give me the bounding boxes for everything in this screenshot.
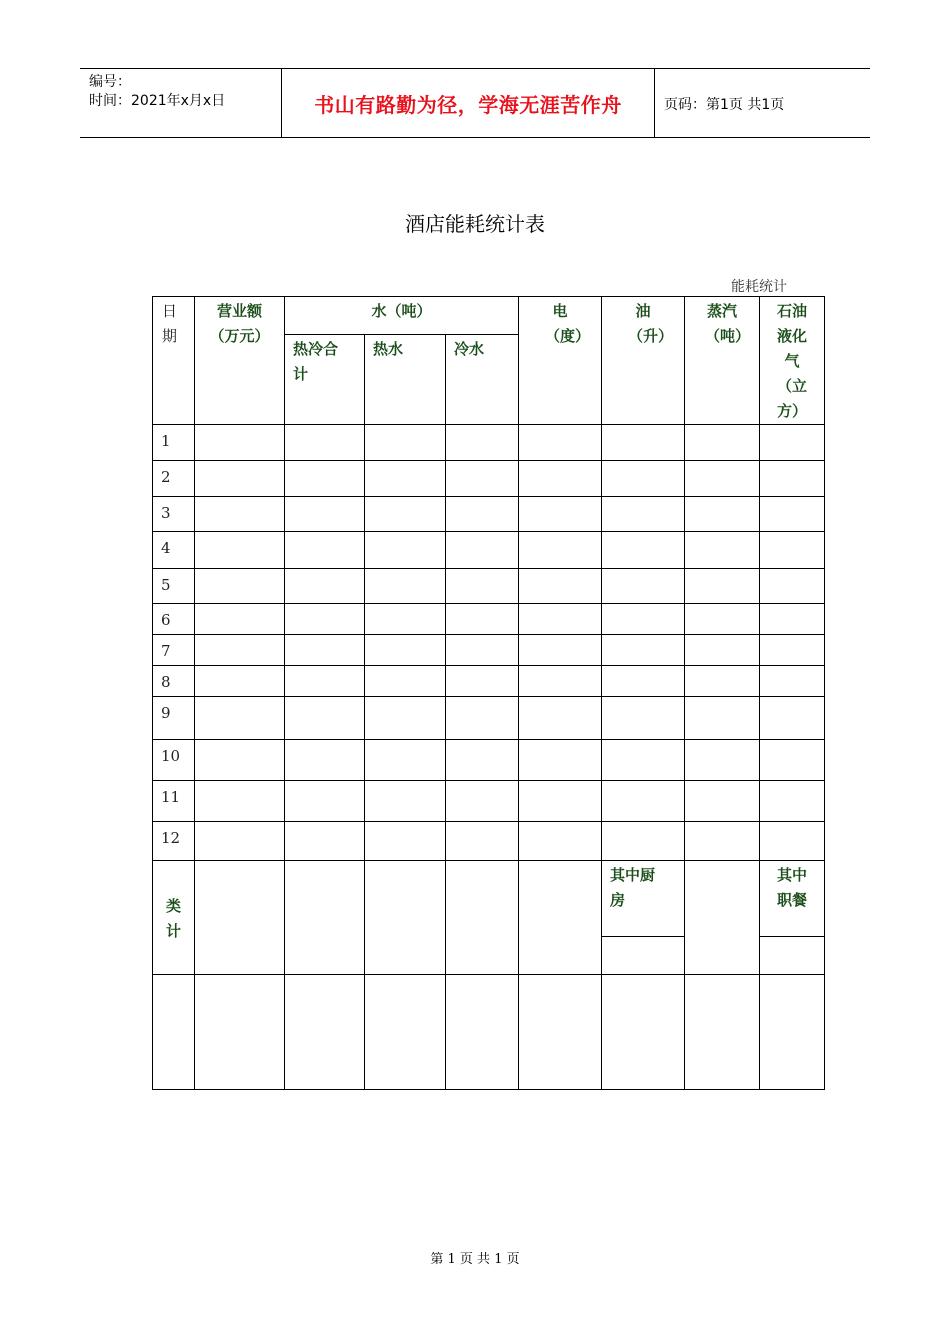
col-oil-header: 油（升） bbox=[602, 297, 685, 425]
table-cell bbox=[285, 740, 365, 781]
col-water-cold-header: 冷水 bbox=[446, 334, 519, 424]
table-cell bbox=[602, 937, 685, 975]
total-label: 类计 bbox=[153, 861, 195, 975]
table-cell bbox=[760, 569, 825, 604]
table-cell bbox=[365, 861, 446, 975]
table-cell bbox=[602, 497, 685, 532]
table-row bbox=[153, 532, 825, 569]
table-cell bbox=[365, 697, 446, 740]
table-cell bbox=[760, 937, 825, 975]
table-cell bbox=[519, 461, 602, 497]
table-row bbox=[153, 666, 825, 697]
table-cell bbox=[685, 666, 760, 697]
table-cell bbox=[285, 781, 365, 822]
table-cell bbox=[446, 425, 519, 461]
table-cell bbox=[602, 635, 685, 666]
table-row bbox=[153, 697, 825, 740]
table-cell bbox=[519, 604, 602, 635]
table-cell bbox=[685, 604, 760, 635]
table-cell bbox=[446, 666, 519, 697]
table-cell bbox=[365, 666, 446, 697]
table-cell bbox=[685, 532, 760, 569]
table-cell bbox=[195, 497, 285, 532]
document-header bbox=[80, 68, 870, 138]
table-cell bbox=[365, 425, 446, 461]
table-cell bbox=[685, 425, 760, 461]
table-cell bbox=[760, 697, 825, 740]
day-number: 8 bbox=[153, 666, 195, 697]
table-cell bbox=[365, 461, 446, 497]
day-number: 10 bbox=[153, 740, 195, 781]
table-cell bbox=[365, 781, 446, 822]
table-cell bbox=[446, 604, 519, 635]
table-cell bbox=[285, 975, 365, 1090]
table-cell bbox=[195, 635, 285, 666]
day-number: 2 bbox=[153, 461, 195, 497]
table-cell bbox=[760, 635, 825, 666]
table-cell bbox=[685, 497, 760, 532]
table-cell bbox=[153, 975, 195, 1090]
table-cell bbox=[760, 461, 825, 497]
table-cell bbox=[195, 740, 285, 781]
table-cell bbox=[760, 781, 825, 822]
table-cell bbox=[760, 497, 825, 532]
table-cell bbox=[602, 461, 685, 497]
col-date-header: 日期 bbox=[153, 297, 195, 425]
table-cell bbox=[602, 781, 685, 822]
table-row bbox=[153, 635, 825, 666]
table-cell bbox=[446, 532, 519, 569]
table-cell bbox=[285, 635, 365, 666]
day-number: 9 bbox=[153, 697, 195, 740]
table-cell bbox=[446, 822, 519, 861]
table-cell bbox=[685, 740, 760, 781]
col-power-header: 电（度） bbox=[519, 297, 602, 425]
day-number: 5 bbox=[153, 569, 195, 604]
table-cell bbox=[285, 461, 365, 497]
table-row bbox=[153, 822, 825, 861]
table-cell bbox=[760, 975, 825, 1090]
oil-kitchen-label: 其中厨房 bbox=[602, 861, 685, 937]
table-cell bbox=[195, 822, 285, 861]
table-cell bbox=[602, 532, 685, 569]
table-cell bbox=[519, 425, 602, 461]
table-cell bbox=[760, 822, 825, 861]
table-row bbox=[153, 781, 825, 822]
table-cell bbox=[685, 781, 760, 822]
table-cell bbox=[285, 666, 365, 697]
table-cell bbox=[195, 975, 285, 1090]
table-cell bbox=[365, 740, 446, 781]
page-title: 酒店能耗统计表 bbox=[405, 212, 545, 236]
table-cell bbox=[602, 740, 685, 781]
table-cell bbox=[519, 740, 602, 781]
table-cell bbox=[195, 861, 285, 975]
table-cell bbox=[602, 425, 685, 461]
table-cell bbox=[685, 861, 760, 975]
col-steam-header: 蒸汽（吨） bbox=[685, 297, 760, 425]
table-cell bbox=[760, 425, 825, 461]
table-cell bbox=[519, 635, 602, 666]
table-row bbox=[153, 425, 825, 461]
table-cell bbox=[365, 569, 446, 604]
energy-table bbox=[152, 296, 825, 1090]
table-row bbox=[153, 497, 825, 532]
table-cell bbox=[446, 975, 519, 1090]
table-cell bbox=[285, 822, 365, 861]
table-cell bbox=[195, 697, 285, 740]
table-cell bbox=[446, 697, 519, 740]
table-cell bbox=[365, 822, 446, 861]
table-cell bbox=[519, 975, 602, 1090]
table-cell bbox=[365, 497, 446, 532]
col-water-header: 水（吨） bbox=[285, 297, 519, 335]
table-cell bbox=[446, 861, 519, 975]
table-cell bbox=[685, 569, 760, 604]
table-cell bbox=[195, 425, 285, 461]
day-number: 1 bbox=[153, 425, 195, 461]
table-cell bbox=[602, 666, 685, 697]
table-cell bbox=[195, 532, 285, 569]
time-label: 时间：2021年x月x日 bbox=[89, 93, 226, 109]
table-cell bbox=[760, 604, 825, 635]
table-cell bbox=[519, 666, 602, 697]
table-cell bbox=[195, 461, 285, 497]
table-cell bbox=[285, 532, 365, 569]
table-cell bbox=[685, 635, 760, 666]
table-cell bbox=[365, 532, 446, 569]
table-cell bbox=[446, 461, 519, 497]
table-cell bbox=[685, 975, 760, 1090]
table-cell bbox=[760, 740, 825, 781]
table-cell bbox=[519, 822, 602, 861]
day-number: 12 bbox=[153, 822, 195, 861]
header-row bbox=[153, 297, 825, 335]
day-number: 11 bbox=[153, 781, 195, 822]
table-cell bbox=[519, 532, 602, 569]
blank-row bbox=[153, 975, 825, 1090]
table-cell bbox=[602, 697, 685, 740]
table-cell bbox=[195, 604, 285, 635]
table-cell bbox=[519, 497, 602, 532]
table-cell bbox=[519, 781, 602, 822]
header-page-info: 页码：第1页 共1页 bbox=[664, 97, 785, 113]
table-row bbox=[153, 740, 825, 781]
table-cell bbox=[365, 604, 446, 635]
table-cell bbox=[760, 666, 825, 697]
header-meta bbox=[89, 73, 225, 111]
table-cell bbox=[760, 532, 825, 569]
table-cell bbox=[446, 569, 519, 604]
table-cell bbox=[446, 497, 519, 532]
col-water-hot-header: 热水 bbox=[365, 334, 446, 424]
table-cell bbox=[685, 697, 760, 740]
table-row bbox=[153, 569, 825, 604]
header-motto: 书山有路勤为径，学海无涯苦作舟 bbox=[314, 92, 622, 117]
table-cell bbox=[446, 635, 519, 666]
col-lpg-header: 石油液化气（立方） bbox=[760, 297, 825, 425]
table-cell bbox=[602, 569, 685, 604]
day-number: 4 bbox=[153, 532, 195, 569]
table-cell bbox=[285, 697, 365, 740]
lpg-staff-label: 其中职餐 bbox=[760, 861, 825, 937]
table-cell bbox=[602, 604, 685, 635]
table-cell bbox=[365, 635, 446, 666]
day-number: 3 bbox=[153, 497, 195, 532]
table-cell bbox=[446, 740, 519, 781]
table-cell bbox=[285, 569, 365, 604]
table-cell bbox=[195, 569, 285, 604]
page-footer: 第 1 页 共 1 页 bbox=[430, 1252, 520, 1267]
table-cell bbox=[195, 666, 285, 697]
table-cell bbox=[519, 861, 602, 975]
table-cell bbox=[685, 461, 760, 497]
table-row bbox=[153, 461, 825, 497]
table-subtitle: 能耗统计 bbox=[731, 279, 787, 295]
table-cell bbox=[195, 781, 285, 822]
day-number: 7 bbox=[153, 635, 195, 666]
total-row bbox=[153, 861, 825, 937]
col-water-mixed-header: 热冷合计 bbox=[285, 334, 365, 424]
table-cell bbox=[285, 425, 365, 461]
table-cell bbox=[519, 697, 602, 740]
table-cell bbox=[602, 822, 685, 861]
table-cell bbox=[602, 975, 685, 1090]
table-cell bbox=[285, 497, 365, 532]
col-revenue-header: 营业额（万元） bbox=[195, 297, 285, 425]
day-number: 6 bbox=[153, 604, 195, 635]
table-cell bbox=[519, 569, 602, 604]
table-cell bbox=[285, 861, 365, 975]
table-cell bbox=[685, 822, 760, 861]
number-label: 编号： bbox=[89, 74, 131, 90]
table-cell bbox=[285, 604, 365, 635]
table-row bbox=[153, 604, 825, 635]
table-cell bbox=[365, 975, 446, 1090]
table-cell bbox=[446, 781, 519, 822]
header-divider bbox=[654, 69, 655, 137]
